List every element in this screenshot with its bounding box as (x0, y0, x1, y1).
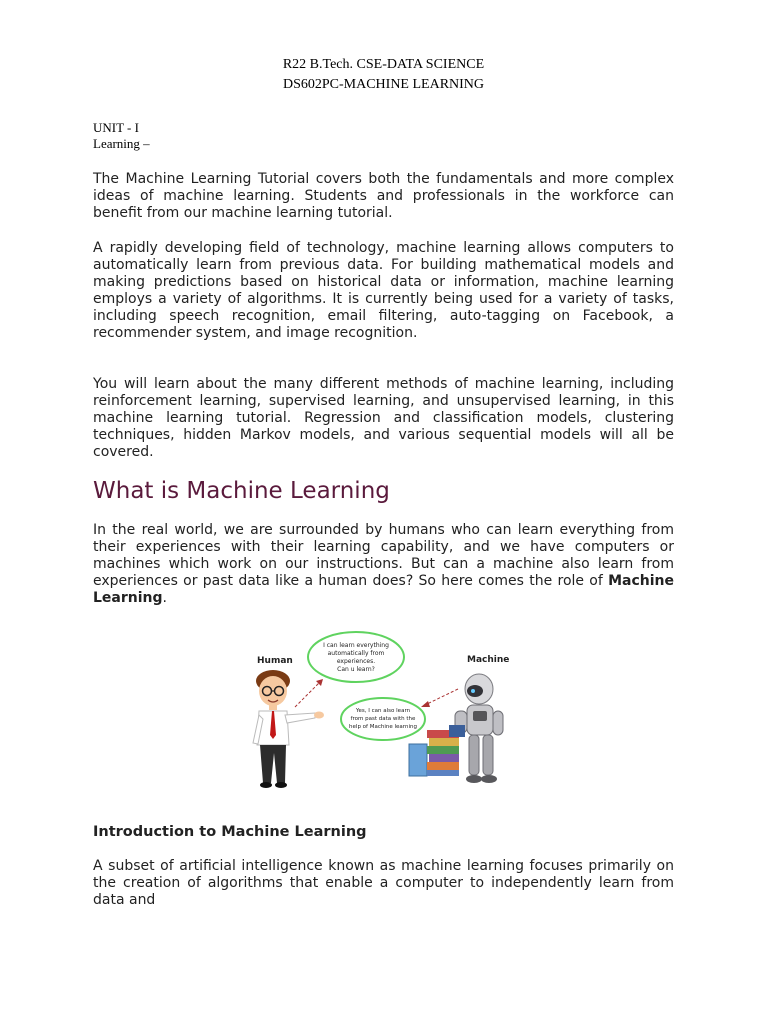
speech-bubble-machine (341, 698, 425, 740)
what-is-bold-term: Machine Learning (93, 573, 674, 606)
section-heading-what-is-ml: What is Machine Learning (93, 478, 390, 504)
unit-label: UNIT - I (93, 120, 139, 135)
intro-paragraph-1: The Machine Learning Tutorial covers both the fundamentals and more complex ideas of machine learning. Students and professionals in the workforce can benefit from our machine learning tutorial. (93, 171, 674, 221)
bubble2-line1: Yes, I can also learn (355, 708, 411, 714)
illustration-svg (245, 627, 515, 793)
intro-paragraph-3: You will learn about the many different methods of machine learning, including reinforcement learning, supervised learning, and unsupervised learning, in this machine learning tutorial. Regression and classification models, clustering techniques, hidden Markov models, and various sequential models will all be covered. (93, 376, 674, 460)
intro-paragraph-2: A rapidly developing field of technology, machine learning allows computers to automatically learn from previous data. For building mathematical models and making predictions based on historical data or information, machine learning employs a variety of algorithms. It is currently being used for a variety of tasks, including speech recognition, email filtering, auto-tagging on Facebook, a recommender system, and image recognition. (93, 240, 674, 341)
unit-topic: Learning – (93, 136, 150, 151)
what-is-text: In the real world, we are surrounded by humans who can learn everything from their experiences with their learning capability, and we have computers or machines which work on our instructions. But can a machine also learn from experiences or past data like a human does? So here comes the role of (93, 522, 674, 589)
speech-bubble-human (308, 632, 404, 682)
arrow-machine-to-bubble (421, 689, 458, 707)
bubble1-line3: experiences. (336, 658, 376, 665)
arrow-human-to-bubble (295, 679, 323, 707)
bubble2-line3: help of Machine learning (349, 724, 417, 730)
human-machine-illustration (245, 627, 515, 793)
document-header (93, 55, 674, 95)
course-title: R22 B.Tech. CSE-DATA SCIENCE (282, 57, 485, 72)
intro-ml-paragraph: A subset of artificial intelligence known as machine learning focuses primarily on the creation of algorithms that enable a computer to independently learn from data and (93, 858, 674, 908)
what-is-end: . (162, 590, 167, 606)
bubble1-line1: I can learn everything (323, 642, 389, 649)
bubble2-line2: from past data with the (350, 716, 416, 722)
bubble1-line4: Can u learn? (337, 666, 375, 673)
section-heading-intro-ml: Introduction to Machine Learning (93, 824, 367, 840)
what-is-paragraph (93, 522, 674, 607)
bubble1-line2: automatically from (327, 650, 385, 657)
subject-title: DS602PC-MACHINE LEARNING (282, 77, 485, 92)
human-label: Human (257, 656, 293, 666)
machine-label: Machine (467, 655, 510, 665)
human-figure-icon (253, 670, 324, 788)
unit-block (93, 120, 150, 152)
